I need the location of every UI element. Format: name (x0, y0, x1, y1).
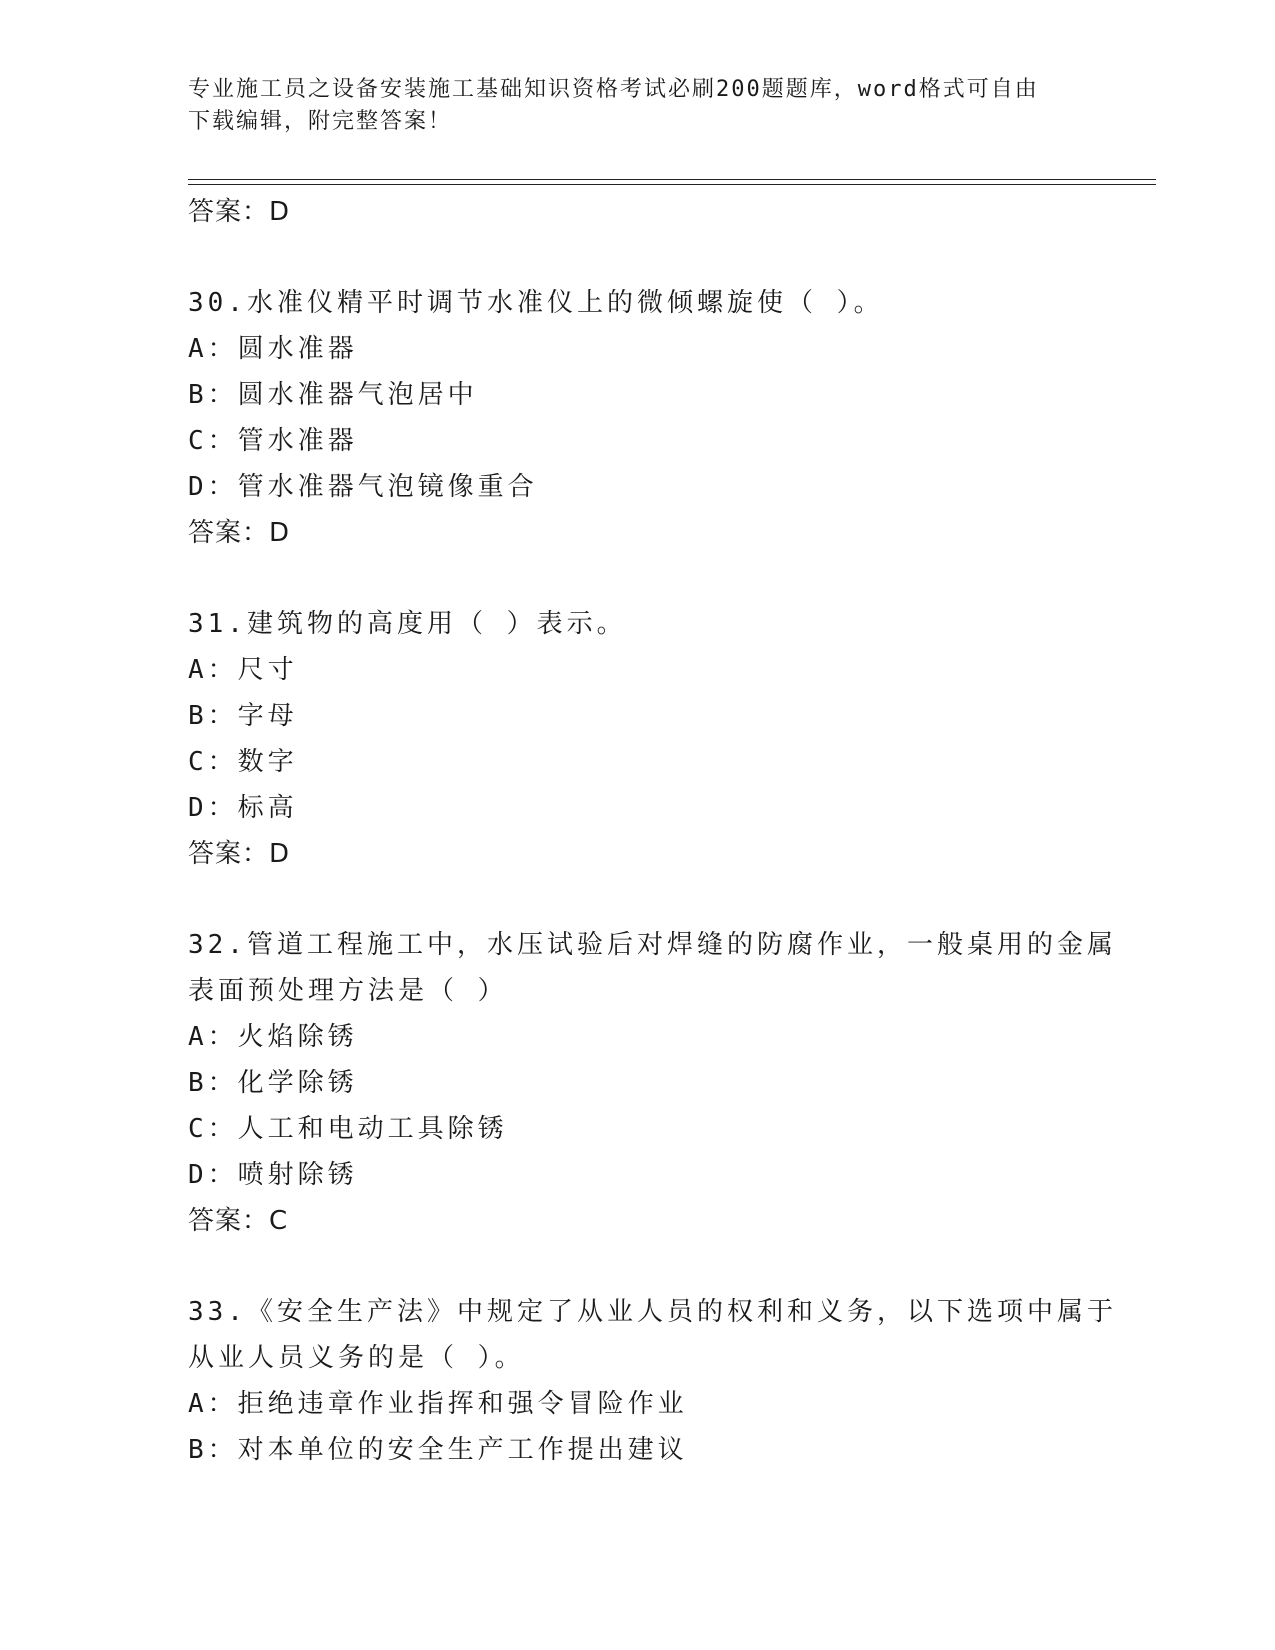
question-33 (188, 1289, 1117, 1473)
spacer (188, 235, 1088, 280)
spacer (188, 1244, 1088, 1289)
question-stem-line-2: 从业人员义务的是（ ）。 (188, 1343, 525, 1373)
answer: 答案：D (188, 839, 291, 869)
spacer (188, 877, 1088, 922)
option-a: A：尺寸 (188, 655, 298, 685)
answer: 答案：C (188, 1206, 289, 1236)
option-c: C：人工和电动工具除锈 (188, 1114, 508, 1144)
question-32 (188, 922, 1117, 1244)
question-stem-line-1: 32.管道工程施工中，水压试验后对焊缝的防腐作业，一般桌用的金属 (188, 930, 1117, 960)
question-30 (188, 280, 1088, 556)
header-line-2: 下载编辑，附完整答案！ (188, 109, 453, 134)
answer: 答案：D (188, 518, 291, 548)
option-d: D：标高 (188, 793, 298, 823)
option-b: B：圆水准器气泡居中 (188, 380, 478, 410)
option-c: C：数字 (188, 747, 298, 777)
spacer (188, 556, 1088, 601)
header-divider-top (188, 179, 1156, 180)
option-d: D：管水准器气泡镜像重合 (188, 472, 538, 502)
question-stem: 30.水准仪精平时调节水准仪上的微倾螺旋使（ ）。 (188, 288, 884, 318)
question-stem-line-2: 表面预处理方法是（ ） (188, 976, 508, 1006)
option-b: B：字母 (188, 701, 298, 731)
option-a: A：火焰除锈 (188, 1022, 358, 1052)
previous-answer: 答案：D (188, 197, 291, 227)
header-line-1: 专业施工员之设备安装施工基础知识资格考试必刷200题题库，word格式可自由 (188, 77, 1039, 102)
option-d: D：喷射除锈 (188, 1160, 358, 1190)
option-b: B：化学除锈 (188, 1068, 358, 1098)
option-b: B：对本单位的安全生产工作提出建议 (188, 1435, 688, 1465)
question-list (188, 189, 1117, 1473)
question-31 (188, 601, 1088, 877)
option-a: A：拒绝违章作业指挥和强令冒险作业 (188, 1389, 688, 1419)
option-c: C：管水准器 (188, 426, 358, 456)
question-stem: 31.建筑物的高度用（ ）表示。 (188, 609, 627, 639)
option-a: A：圆水准器 (188, 334, 358, 364)
question-stem-line-1: 33.《安全生产法》中规定了从业人员的权利和义务，以下选项中属于 (188, 1297, 1117, 1327)
document-header (188, 74, 1088, 138)
header-divider-bottom (188, 184, 1156, 185)
